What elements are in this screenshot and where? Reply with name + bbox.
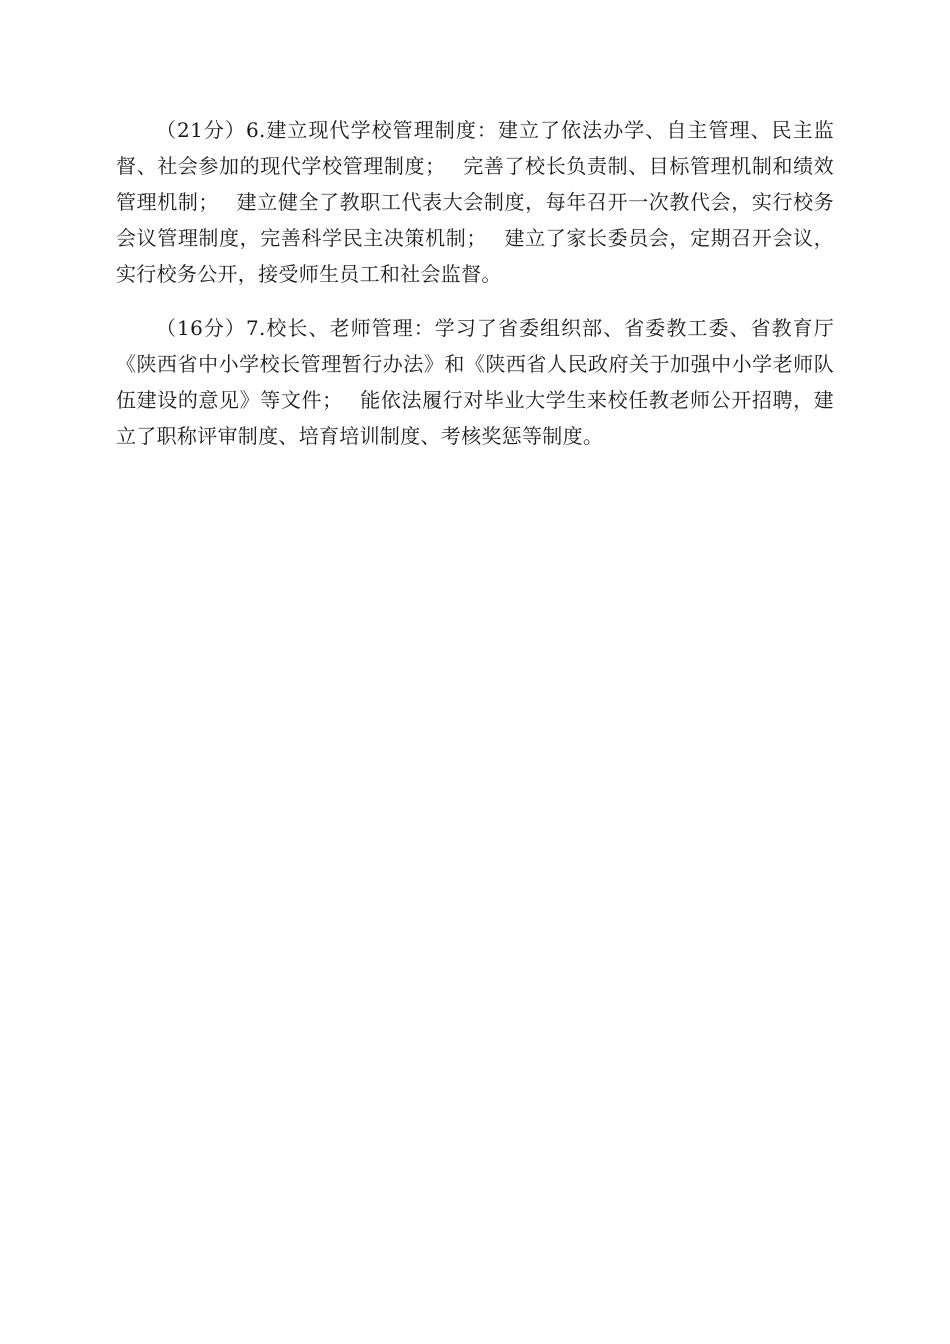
paragraph-principal-teacher-management: （16分）7.校长、老师管理：学习了省委组织部、省委教工委、省教育厅《陕西省中小学校长管理暂行办法》和《陕西省人民政府关于加强中小学老师队伍建设的意见》等文件； 能依法履行对毕业大学生来校任教老师公开招聘，建立了职称评审制度、培育培训制度、考核奖惩等制度。 xyxy=(116,316,834,448)
document-body xyxy=(116,112,834,472)
paragraph-school-management-system: （21分）6.建立现代学校管理制度：建立了依法办学、自主管理、民主监督、社会参加的现代学校管理制度； 完善了校长负责制、目标管理机制和绩效管理机制； 建立健全了教职工代表大会制度，每年召开一次教代会，实行校务会议管理制度，完善科学民主决策机制； 建立了家长委员会，定期召开会议，实行校务公开，接受师生员工和社会监督。 xyxy=(116,118,834,286)
